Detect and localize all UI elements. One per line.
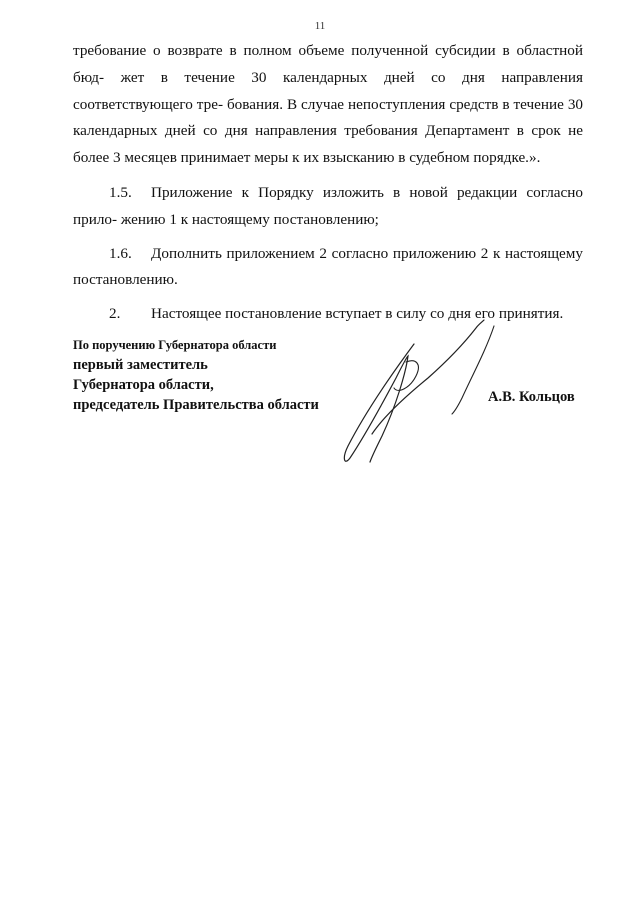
- text-line: бования. В случае непоступления средств в течение 30 календарных дней со дня: [73, 95, 584, 140]
- signature-authority: По поручению Губернатора области: [73, 338, 277, 352]
- signatory-position: Губернатора области,: [73, 377, 214, 393]
- text-line: требование о возврате в полном объеме полученной субсидии в областной бюд-: [73, 42, 583, 86]
- item-number: 1.6.: [109, 244, 132, 262]
- paragraph-item-1-6: [73, 241, 583, 295]
- page-number: 11: [314, 20, 326, 32]
- text-line: жет в течение 30 календарных дней со дня направления соответствующего тре-: [73, 68, 583, 113]
- text-line: жению 1 к настоящему постановлению;: [120, 210, 379, 228]
- document-body: [73, 38, 583, 335]
- text-line: к их взысканию в судебном порядке.».: [292, 149, 541, 167]
- text-line: Настоящее постановление вступает в силу со дня его принятия.: [151, 305, 564, 323]
- item-number: 1.5.: [109, 183, 132, 201]
- text-line: Приложение к Порядку изложить в новой редакции согласно прило-: [73, 183, 583, 228]
- paragraph-item-1-5: [73, 180, 583, 234]
- handwritten-signature: [336, 316, 506, 471]
- signatory-position: председатель Правительства области: [73, 397, 319, 413]
- paragraph-item-2: [73, 301, 583, 328]
- text-line: постановлению.: [73, 271, 178, 289]
- paragraph-continuation: [73, 38, 583, 172]
- text-line: направления требования Департамент в срок не более 3 месяцев принимает меры: [73, 122, 584, 167]
- item-number: 2.: [109, 305, 121, 323]
- signatory-position: первый заместитель: [73, 357, 208, 373]
- text-line: Дополнить приложением 2 согласно приложению 2 к настоящему: [151, 244, 583, 262]
- signatory-name: А.В. Кольцов: [488, 389, 575, 405]
